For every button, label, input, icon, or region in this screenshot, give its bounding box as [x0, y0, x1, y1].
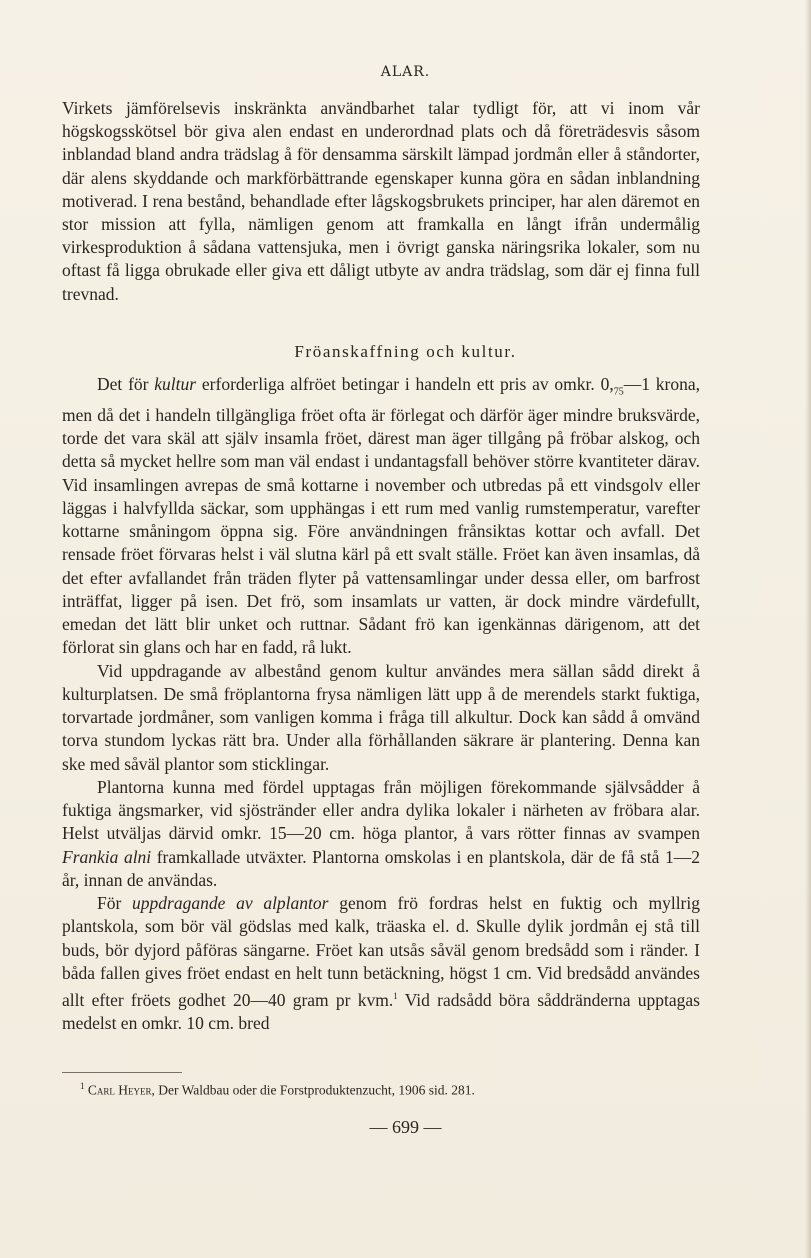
emphasis-frankia: Frankia alni: [62, 846, 152, 867]
paragraph-sowing: Vid uppdragande av albestånd genom kultur användes mera sällan sådd direkt å kulturplatsen. De små fröplantorna frysa nämligen lätt upp å de merendels starkt fuktiga, torvartade jordmåner, som vanligen komma i fråga till alkultur. Dock kan sådd å omvänd torva stundom lyckas rätt bra. Under alla förhållanden säkrare är plantering. Denna kan ske med såväl plantor som sticklingar.: [62, 660, 700, 774]
emphasis-kultur: kultur: [154, 374, 197, 394]
page-edge-shadow: [805, 0, 811, 1258]
footnote: $^1$ Carl Heyer, Der Waldbau oder die Forstproduktenzucht, 1906 sid. 281.: [80, 1081, 475, 1098]
footnote-divider: [62, 1072, 182, 1073]
running-header: ALAR.: [380, 64, 431, 80]
paragraph-nursery: För uppdragande av alplantor genom frö fordras helst en fuktig och myllrig plantskola, som bör väl gödslas med kalk, träaska el. d. Skulle dylik jordmån ej stå till buds, bör dyjord påföras sängarne. Fröet kan utsås såväl genom bredsådd som i ränder. I båda fallen gives fröet endast en helt tunn betäckning, högst 1 cm. Vid bredsådd användes allt efter fröets godhet 20—40 gram pr kvm.$^1$ Vid radsådd böra såddränderna upptagas medelst en omkr. 10 cm. bred: [62, 893, 700, 1034]
footnote-author: Carl Heyer: [87, 1082, 152, 1098]
paragraph-seed-price: Det för kultur erforderliga alfröet betingar i handeln ett pris av omkr. $0,_{75}—1$ krona, men då det i handeln tillgängliga fröet ofta är förlegat och därför äger mindre bruksvärde, torde det vara skäl att själv insamla fröet, därest man äger tillgång på fröbar alskog, och detta så mycket hellre som man väl endast i undantagsfall behöver större kvantiteter därav. Vid insamlingen avrepas de små kottarne i november och utbredas på ett vindsgolv eller läggas i halvfyllda säckar, som upphängas i ett rum med vanlig rumstemperatur, varefter kottarne småningom öppna sig. Före användningen frånsiktas kottar och avfall. Det rensade fröet förvaras helst i väl slutna kärl på ett svalt ställe. Fröet kan även insamlas, då det efter avfallandet från träden flyter på vattensamlingar under dessa eller, om barfrost inträffat, ligger på isen. Det frö, som insamlats ur vatten, är dock mindre värdefullt, emedan det lätt blir unket och ruttnar. Sådant frö kan igenkännas därigenom, att det förlorat sin glans och har en fadd, rå lukt.: [62, 374, 700, 658]
emphasis-alplantor: uppdragande av alplantor: [132, 893, 329, 913]
section-heading: Fröanskaffning och kultur.: [294, 342, 517, 361]
intro-paragraph: Virkets jämförelsevis inskränkta användbarhet talar tydligt för, att vi inom vår högskogsskötsel bör giva alen endast en underordnad plats och då företrädesvis såsom inblandad bland andra trädslag å för densamma särskilt lämpad jordmån eller å ståndorter, där alens skyddande och markförbättrande egenskaper kunna göra en sådan inblandning motiverad. I rena bestånd, behandlade efter lågskogsbrukets principer, har alen däremot en stor mission att fylla, nämligen genom att framkalla en långt ifrån undermålig virkesproduktion å sådana vattensjuka, men i övrigt ganska näringsrika lokaler, som nu oftast få ligga obrukade eller giva ett dåligt utbyte av andra trädslag, som där ej finna full trevnad.: [62, 98, 700, 304]
section-body: [62, 373, 700, 1035]
paragraph-plants: Plantorna kunna med fördel upptagas från möjligen förekommande självsådder å fuktiga ängsmarker, vid sjöstränder eller andra dylika lokaler i närheten av fröbara alar. Helst utväljas därvid omkr. 15—20 cm. höga plantor, å vars rötter finnas av svampen Frankia alni framkallade utväxter. Plantorna omskolas i en plantskola, där de få stå 1—2 år, innan de användas.: [62, 776, 700, 890]
footnote-reference: 1: [393, 991, 398, 1001]
page-number: — 699 —: [369, 1117, 442, 1137]
intro-paragraph-block: [62, 97, 700, 306]
